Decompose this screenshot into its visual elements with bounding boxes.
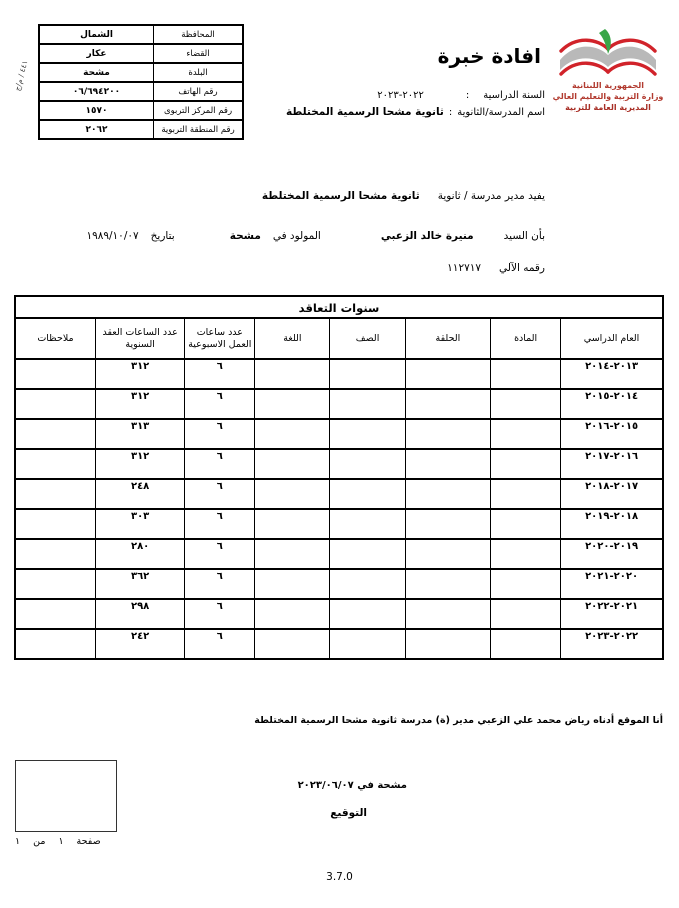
cell-cycle (405, 419, 491, 449)
school-year-value: ٢٠٢٢-٢٠٢٣ (377, 90, 424, 101)
cell-subject (491, 629, 561, 659)
cell-weekly-hours: ٦ (185, 539, 255, 569)
cell-grade (330, 509, 405, 539)
page-word: صفحة (76, 836, 101, 847)
cell-cycle (405, 539, 491, 569)
person-name-value: منيرة خالد الزعبي (380, 230, 474, 242)
cell-subject (491, 599, 561, 629)
info-row (40, 100, 242, 119)
col-language: اللغة (255, 318, 330, 359)
info-label: البلدة (153, 64, 242, 81)
school-year-line (377, 90, 545, 101)
col-annual-hours: عدد الساعات العقد السنوية (95, 318, 184, 359)
contract-row (15, 599, 663, 629)
cell-grade (330, 479, 405, 509)
cell-language (255, 419, 330, 449)
cell-grade (330, 539, 405, 569)
cell-language (255, 359, 330, 389)
contract-table-title-row (15, 296, 663, 318)
cell-subject (491, 569, 561, 599)
cell-grade (330, 599, 405, 629)
cell-notes (15, 419, 95, 449)
cell-year: ٢٠٢٢-٢٠٢٣ (561, 629, 663, 659)
principal-school-value: ثانوية مشحا الرسمية المختلطة (261, 190, 420, 202)
contract-row (15, 449, 663, 479)
cell-year: ٢٠٢١-٢٠٢٢ (561, 599, 663, 629)
contract-row (15, 389, 663, 419)
info-value: الشمال (80, 29, 113, 40)
birthdate-label: بتاريخ (150, 230, 175, 242)
cell-language (255, 509, 330, 539)
cell-cycle (405, 509, 491, 539)
contract-table-header-row (15, 318, 663, 359)
of-word: من (33, 836, 46, 847)
cell-cycle (405, 359, 491, 389)
info-value: مشحة (83, 67, 110, 78)
contract-row (15, 479, 663, 509)
cell-weekly-hours: ٦ (185, 359, 255, 389)
logo-republic-line: الجمهورية اللبنانية (571, 81, 645, 90)
cell-grade (330, 419, 405, 449)
cell-weekly-hours: ٦ (185, 479, 255, 509)
info-row (40, 81, 242, 100)
cell-subject (491, 419, 561, 449)
logo-directorate-line: المديرية العامة للتربية (565, 103, 651, 112)
contract-table-body (15, 359, 663, 659)
cell-notes (15, 569, 95, 599)
school-year-label: السنة الدراسية (483, 90, 545, 101)
cell-subject (491, 509, 561, 539)
cell-notes (15, 449, 95, 479)
cell-year: ٢٠١٤-٢٠١٥ (561, 389, 663, 419)
cell-annual-hours: ٣٠٣ (95, 509, 184, 539)
app-version: 3.7.0 (326, 871, 353, 883)
cell-weekly-hours: ٦ (185, 449, 255, 479)
contract-row (15, 629, 663, 659)
cell-annual-hours: ٣١٣ (95, 419, 184, 449)
info-row (40, 119, 242, 138)
contract-row (15, 359, 663, 389)
cell-language (255, 449, 330, 479)
principal-label: يفيد مدير مدرسة / ثانوية (437, 190, 545, 202)
cell-grade (330, 569, 405, 599)
ministry-book-cedar-icon (556, 28, 660, 78)
cell-notes (15, 599, 95, 629)
cell-weekly-hours: ٦ (185, 509, 255, 539)
auto-number-label: رقمه الآلي (499, 262, 545, 274)
colon: : (448, 107, 453, 118)
contract-row (15, 569, 663, 599)
col-subject: المادة (491, 318, 561, 359)
statement-person-line (86, 230, 545, 242)
info-row (40, 26, 242, 43)
cell-cycle (405, 599, 491, 629)
page-number: ١ (58, 836, 64, 847)
location-info-table (38, 24, 244, 140)
cell-annual-hours: ٢٤٢ (95, 629, 184, 659)
cell-grade (330, 449, 405, 479)
cell-subject (491, 479, 561, 509)
info-row (40, 43, 242, 62)
page-total: ١ (15, 836, 21, 847)
cell-weekly-hours: ٦ (185, 389, 255, 419)
col-notes: ملاحظات (15, 318, 95, 359)
cell-subject (491, 359, 561, 389)
statement-id-line (447, 262, 545, 274)
cell-notes (15, 629, 95, 659)
contract-table-title: سنوات التعاقد (15, 296, 663, 318)
statement-principal-line (262, 190, 545, 202)
cell-year: ٢٠١٣-٢٠١٤ (561, 359, 663, 389)
cell-grade (330, 389, 405, 419)
school-name-value: ثانوية مشحا الرسمية المختلطة (286, 106, 444, 118)
cell-year: ٢٠١٨-٢٠١٩ (561, 509, 663, 539)
cell-annual-hours: ٢٨٠ (95, 539, 184, 569)
info-value: عكار (86, 48, 107, 59)
signature-box (15, 760, 117, 832)
cell-year: ٢٠١٦-٢٠١٧ (561, 449, 663, 479)
birthplace-label: المولود في (272, 230, 321, 242)
cell-language (255, 479, 330, 509)
contract-years-table (14, 295, 664, 660)
cell-notes (15, 509, 95, 539)
info-value: ٠٦/٦٩٤٢٠٠ (72, 86, 121, 97)
cell-cycle (405, 479, 491, 509)
cell-weekly-hours: ٦ (185, 629, 255, 659)
logo-ministry-line: وزارة التربية والتعليم العالي (552, 92, 664, 101)
cell-notes (15, 359, 95, 389)
cell-notes (15, 479, 95, 509)
cell-annual-hours: ٢٩٨ (95, 599, 184, 629)
cell-annual-hours: ٣١٢ (95, 449, 184, 479)
contract-row (15, 509, 663, 539)
info-row (40, 62, 242, 81)
contract-row (15, 419, 663, 449)
contract-row (15, 539, 663, 569)
cell-cycle (405, 389, 491, 419)
cell-language (255, 569, 330, 599)
place-date-line: مشحة في ٢٠٢٣/٠٦/٠٧ (297, 780, 407, 791)
cell-language (255, 389, 330, 419)
cell-annual-hours: ٢٤٨ (95, 479, 184, 509)
cell-weekly-hours: ٦ (185, 419, 255, 449)
cell-subject (491, 539, 561, 569)
info-label: القضاء (153, 45, 242, 62)
cell-language (255, 539, 330, 569)
cell-weekly-hours: ٦ (185, 599, 255, 629)
col-weekly-hours: عدد ساعات العمل الاسبوعية (185, 318, 255, 359)
cell-language (255, 599, 330, 629)
auto-number-value: ١١٢٧١٧ (447, 262, 482, 274)
birthplace-value: مشحة (229, 230, 261, 242)
col-grade: الصف (330, 318, 405, 359)
birthdate-value: ١٩٨٩/١٠/٠٧ (86, 230, 139, 242)
cell-weekly-hours: ٦ (185, 569, 255, 599)
info-label: رقم المنطقة التربوية (153, 121, 242, 138)
cell-cycle (405, 569, 491, 599)
school-name-line (286, 106, 545, 118)
margin-reference-note: ٤٤١ / م/ج (12, 59, 30, 92)
info-label: المحافظة (153, 26, 242, 43)
cell-cycle (405, 449, 491, 479)
info-value: ١٥٧٠ (85, 105, 108, 116)
cell-language (255, 629, 330, 659)
cell-year: ٢٠١٧-٢٠١٨ (561, 479, 663, 509)
info-label: رقم المركز التربوى (153, 102, 242, 119)
cell-subject (491, 389, 561, 419)
signature-label: التوقيع (330, 807, 367, 819)
cell-notes (15, 539, 95, 569)
col-school-year: العام الدراسي (561, 318, 663, 359)
cell-cycle (405, 629, 491, 659)
cell-year: ٢٠١٩-٢٠٢٠ (561, 539, 663, 569)
colon: : (465, 90, 470, 101)
cell-annual-hours: ٣١٢ (95, 389, 184, 419)
cell-notes (15, 389, 95, 419)
page-indicator (15, 836, 101, 847)
cell-grade (330, 629, 405, 659)
cell-year: ٢٠٢٠-٢٠٢١ (561, 569, 663, 599)
info-label: رقم الهاتف (153, 83, 242, 100)
cell-subject (491, 449, 561, 479)
col-cycle: الحلقة (405, 318, 491, 359)
document-title: افادة خبرة (437, 44, 541, 68)
person-label: بأن السيد (503, 230, 545, 242)
cell-annual-hours: ٣١٢ (95, 359, 184, 389)
info-value: ٢٠٦٢ (85, 124, 108, 135)
cell-year: ٢٠١٥-٢٠١٦ (561, 419, 663, 449)
ministry-logo (543, 28, 673, 112)
declaration-line: أنا الموقع أدناه رياض محمد علي الزعبي مدير (ة) مدرسة ثانوية مشحا الرسمية المختلطة (254, 715, 663, 726)
cell-grade (330, 359, 405, 389)
school-name-label: اسم المدرسة/الثانوية (457, 107, 545, 118)
cell-annual-hours: ٣٦٢ (95, 569, 184, 599)
